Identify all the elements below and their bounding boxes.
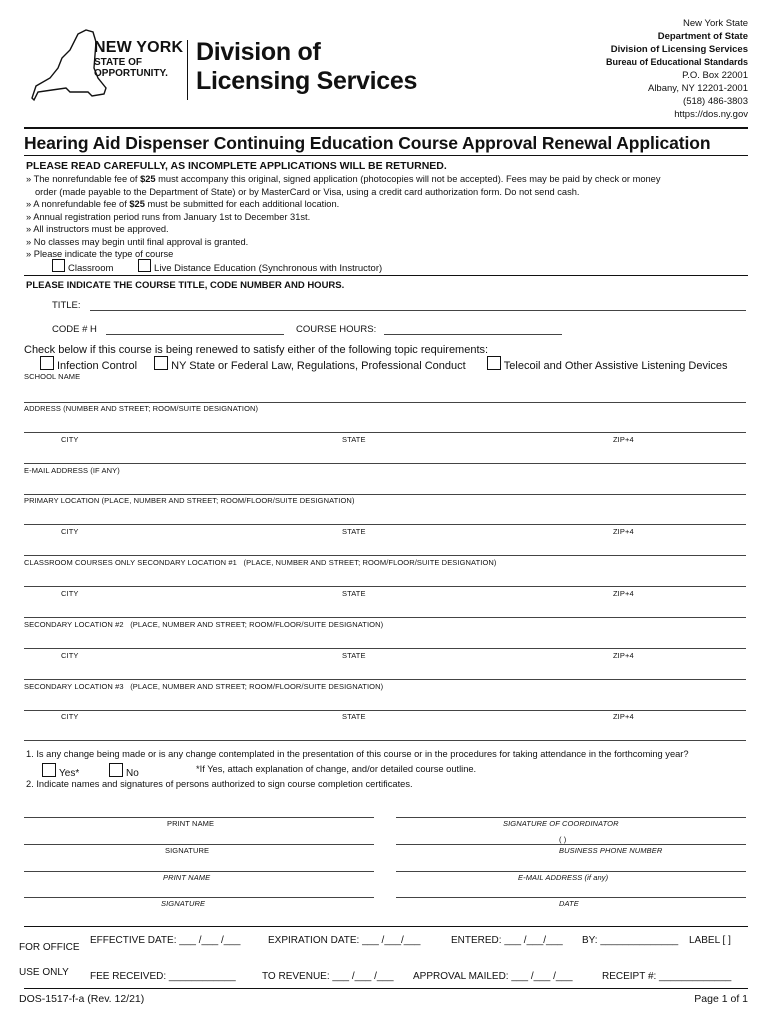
school-name-field[interactable] — [24, 402, 746, 403]
email-field[interactable] — [24, 494, 746, 495]
date-label: DATE — [559, 899, 579, 908]
signature-2-label: SIGNATURE — [161, 899, 206, 908]
business-phone-label: BUSINESS PHONE NUMBER — [559, 846, 663, 855]
renewal-question: Check below if this course is being renewed to satisfy either of the following topic requirements: — [24, 344, 489, 356]
section-rule — [24, 275, 748, 276]
yes-checkbox[interactable] — [42, 763, 56, 777]
hours-field[interactable] — [384, 334, 562, 335]
zip-label: ZIP+4 — [613, 435, 634, 444]
coordinator-signature-field[interactable] — [396, 817, 746, 818]
form-number: DOS-1517-f-a (Rev. 12/21) — [19, 993, 145, 1005]
instructions-list: » The nonrefundable fee of $25 must accompany this original, signed application (photocopies will not be accepted). Fees may be paid by check or money order (made payable to the Department of State) or by MasterCard or Visa, using a credit card authorization form. Do not send cash. » A nonrefundable fee of $25 must be submitted for each additional location. » Annual registration period runs from January 1st to December 31st. » All instructors must be approved. » No classes may begin until final approval is granted. » Please indicate the type of course — [26, 174, 661, 259]
coordinator-email-label: E-MAIL ADDRESS (if any) — [518, 873, 609, 882]
coordinator-email-field[interactable] — [396, 871, 746, 872]
primary-location-field[interactable] — [24, 524, 746, 525]
business-phone-field[interactable] — [396, 844, 746, 845]
school-name-label: SCHOOL NAME — [24, 372, 81, 381]
logo-subtitle: STATE OF OPPORTUNITY. — [94, 57, 168, 79]
print-name-1-label: PRINT NAME — [167, 819, 215, 828]
secondary-2-city-state-zip-field[interactable] — [24, 679, 746, 680]
no-label: No — [126, 768, 139, 779]
change-options — [42, 763, 139, 779]
to-revenue: TO REVENUE: ___ /___ /___ — [262, 971, 394, 982]
city-label: CITY — [61, 712, 79, 721]
label-box: LABEL [ ] — [689, 935, 731, 946]
infection-control-label: Infection Control — [57, 360, 138, 372]
law-regulations-checkbox[interactable] — [154, 356, 168, 370]
notice-heading: PLEASE READ CAREFULLY, AS INCOMPLETE APPLICATIONS WILL BE RETURNED. — [26, 160, 447, 172]
fee-received: FEE RECEIVED: ____________ — [90, 971, 236, 982]
zip-label: ZIP+4 — [613, 651, 634, 660]
question-2: 2. Indicate names and signatures of persons authorized to sign course completion certificates. — [26, 779, 413, 789]
secondary-location-2-field[interactable] — [24, 648, 746, 649]
infection-control-checkbox[interactable] — [40, 356, 54, 370]
secondary-location-1-field[interactable] — [24, 586, 746, 587]
primary-location-label: PRIMARY LOCATION (PLACE, NUMBER AND STREET; ROOM/FLOOR/SUITE DESIGNATION) — [24, 496, 355, 505]
city-state-zip-field[interactable] — [24, 463, 746, 464]
approval-mailed: APPROVAL MAILED: ___ /___ /___ — [413, 971, 573, 982]
secondary-location-3-field[interactable] — [24, 710, 746, 711]
logo-divider — [187, 40, 188, 100]
footer-rule — [24, 988, 748, 989]
city-label: CITY — [61, 589, 79, 598]
entered-by: BY: ______________ — [582, 935, 679, 946]
state-label: STATE — [342, 527, 366, 536]
address-field[interactable] — [24, 432, 746, 433]
expiration-date: EXPIRATION DATE: ___ /___/___ — [268, 935, 421, 946]
page-number: Page 1 of 1 — [694, 993, 748, 1005]
zip-label: ZIP+4 — [613, 527, 634, 536]
state-label: STATE — [342, 435, 366, 444]
telecoil-label: Telecoil and Other Assistive Listening Devices — [503, 360, 728, 372]
effective-date: EFFECTIVE DATE: ___ /___ /___ — [90, 935, 241, 946]
secondary-location-2-label: SECONDARY LOCATION #2 (PLACE, NUMBER AND STREET; ROOM/FLOOR/SUITE DESIGNATION) — [24, 620, 384, 629]
change-note: *If Yes, attach explanation of change, and/or detailed course outline. — [196, 764, 477, 774]
course-type-options — [52, 259, 382, 274]
title-field[interactable] — [90, 310, 746, 311]
logo-new-york: NEW YORK — [94, 39, 184, 56]
no-checkbox[interactable] — [109, 763, 123, 777]
code-label: CODE # H — [52, 324, 97, 335]
city-label: CITY — [61, 435, 79, 444]
division-name: Division of Licensing Services — [196, 38, 418, 95]
print-name-2-field[interactable] — [24, 871, 374, 872]
classroom-checkbox[interactable] — [52, 259, 65, 272]
city-label: CITY — [61, 651, 79, 660]
renewal-options — [40, 356, 760, 372]
coordinator-signature-label: SIGNATURE OF COORDINATOR — [503, 819, 619, 828]
secondary-location-3-label: SECONDARY LOCATION #3 (PLACE, NUMBER AND STREET; ROOM/FLOOR/SUITE DESIGNATION) — [24, 682, 384, 691]
print-name-1-field[interactable] — [24, 817, 374, 818]
distance-label: Live Distance Education (Synchronous with Instructor) — [154, 263, 383, 274]
title-label: TITLE: — [52, 300, 81, 311]
city-label: CITY — [61, 527, 79, 536]
law-regulations-label: NY State or Federal Law, Regulations, Professional Conduct — [171, 360, 466, 372]
code-field[interactable] — [106, 334, 284, 335]
phone-paren: ( ) — [559, 835, 567, 844]
date-field[interactable] — [396, 897, 746, 898]
classroom-label: Classroom — [68, 263, 114, 274]
primary-city-state-zip-field[interactable] — [24, 555, 746, 556]
title-rule — [24, 155, 748, 156]
state-label: STATE — [342, 712, 366, 721]
entered-date: ENTERED: ___ /___/___ — [451, 935, 563, 946]
zip-label: ZIP+4 — [613, 589, 634, 598]
print-name-2-label: PRINT NAME — [163, 873, 211, 882]
yes-label: Yes* — [59, 768, 80, 779]
telecoil-checkbox[interactable] — [487, 356, 501, 370]
receipt-number: RECEIPT #: _____________ — [602, 971, 732, 982]
form-title: Hearing Aid Dispenser Continuing Education Course Approval Renewal Application — [24, 133, 711, 153]
secondary-1-city-state-zip-field[interactable] — [24, 617, 746, 618]
secondary-3-city-state-zip-field[interactable] — [24, 740, 746, 741]
agency-address: New York State Department of State Division of Licensing Services Bureau of Educational Standards P.O. Box 22001 Albany, NY 12201-2001 (518) 486-3803 https://dos.ny.gov — [605, 18, 748, 120]
header-rule — [24, 127, 748, 129]
zip-label: ZIP+4 — [613, 712, 634, 721]
secondary-location-1-label: CLASSROOM COURSES ONLY SECONDARY LOCATION #1 (PLACE, NUMBER AND STREET; ROOM/FLOOR/SUITE DESIGNATION) — [24, 558, 497, 567]
state-label: STATE — [342, 651, 366, 660]
hours-label: COURSE HOURS: — [296, 324, 377, 335]
course-section-heading: PLEASE INDICATE THE COURSE TITLE, CODE NUMBER AND HOURS. — [26, 280, 345, 291]
distance-checkbox[interactable] — [138, 259, 151, 272]
address-label: ADDRESS (NUMBER AND STREET; ROOM/SUITE DESIGNATION) — [24, 404, 259, 413]
office-use-label: FOR OFFICE USE ONLY — [19, 942, 80, 978]
signature-2-field[interactable] — [24, 897, 374, 898]
signature-1-label: SIGNATURE — [165, 846, 210, 855]
question-1: 1. Is any change being made or is any change contemplated in the presentation of this course or in the procedures for taking attendance in the forthcoming year? — [26, 749, 689, 759]
signature-1-field[interactable] — [24, 844, 374, 845]
state-label: STATE — [342, 589, 366, 598]
email-label: E-MAIL ADDRESS (IF ANY) — [24, 466, 120, 475]
office-rule — [24, 926, 748, 927]
